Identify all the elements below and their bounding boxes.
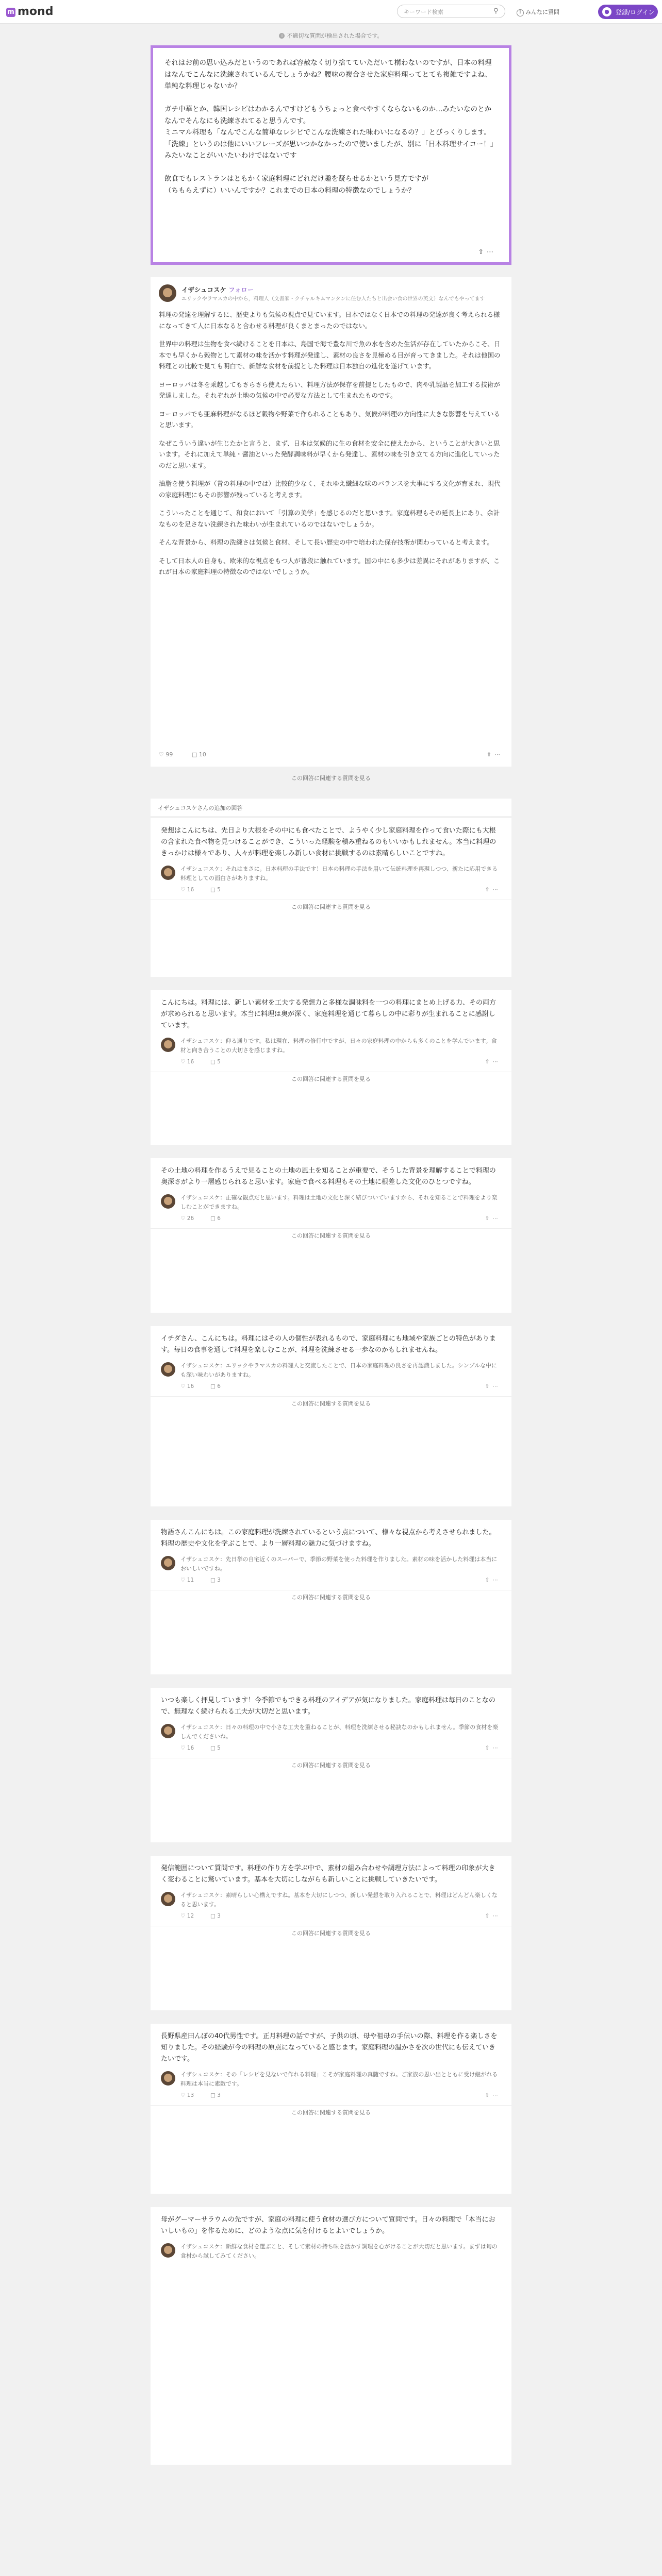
like-button[interactable]: ♡ 16	[180, 1383, 194, 1389]
question-icon: ?	[517, 9, 524, 16]
login-label: 登録/ログイン	[616, 9, 655, 16]
reply-meta	[180, 1057, 501, 1069]
login-button[interactable]	[598, 5, 658, 19]
related-questions-link[interactable]: この回答に関連する質問を見る	[151, 1228, 511, 1243]
author-bio: エリックやラマスカの中から，料理人（文書家・クチャルキムマンタンに住む人たちと出会い食の世界の英文）なんでもやってます	[181, 296, 485, 302]
reply-text: イザシュコスケ：その「レシピを見ないで作れる料理」こそが家庭料理の真髄ですね。ご家族の思い出とともに受け継がれる料理は本当に素敵です。	[180, 2071, 498, 2087]
comment-button[interactable]: □ 6	[210, 1215, 221, 1222]
thread-card	[151, 818, 511, 977]
more-icon[interactable]: ⋯	[492, 1383, 501, 1389]
thread-reply	[161, 1891, 501, 1923]
share-icon[interactable]: ⇧	[485, 1577, 493, 1583]
reply-text: イザシュコスケ：日々の料理の中で小さな工夫を重ねることが、料理を洗練させる秘訣なのかもしれません。季節の食材を楽しんでくださいね。	[180, 1724, 499, 1740]
avatar[interactable]	[161, 2243, 175, 2258]
like-button[interactable]: ♡ 99	[159, 751, 173, 758]
related-questions-link[interactable]: この回答に関連する質問を見る	[291, 775, 371, 782]
like-button[interactable]: ♡ 16	[180, 1745, 194, 1751]
share-icon[interactable]: ⇧	[478, 248, 487, 256]
user-icon: ●	[602, 7, 611, 16]
more-icon[interactable]: ⋯	[494, 751, 503, 758]
more-icon[interactable]: ⋯	[487, 248, 496, 256]
logo-text: mond	[18, 5, 54, 18]
thread-question: こんにちは。料理には、新しい素材を工夫する発想力と多様な調味料を一つの料理にまとめ上げる力、その両方が求められると思います。本当に料理は奥が深く、家庭料理を通じて暮らしの中に彩りが生まれることに感謝しています。	[161, 999, 496, 1029]
like-button[interactable]: ♡ 11	[180, 1577, 194, 1583]
reply-meta	[180, 1382, 501, 1393]
more-icon[interactable]: ⋯	[492, 1913, 501, 1919]
reply-text: イザシュコスケ：エリックやラマスカの料理人と交流したことで、日本の家庭料理の良さを再認識しました。シンプルな中にも深い味わいがありますね。	[180, 1362, 498, 1378]
avatar[interactable]	[161, 2071, 175, 2086]
related-questions-link[interactable]: この回答に関連する質問を見る	[151, 1758, 511, 1772]
like-button[interactable]: ♡ 16	[180, 1059, 194, 1065]
question-actions	[478, 248, 496, 256]
answer-body	[159, 309, 503, 578]
reply-text: イザシュコスケ：新鮮な食材を選ぶこと、そして素材の持ち味を活かす調理を心がけることが大切だと思います。まずは旬の食材から試してみてください。	[180, 2243, 498, 2259]
answer-paragraph: 世界中の料理は生物を食べ続けることを日本は、島国で海で豊な川で魚の水を含めた生活が存在していたからこそ、日本でも早くから穀物として素材の味を活かす料理が発達し、素材の良さを見極める目が育ってきました。それは他国の料理との比較で見ても明白で、新鮮な食材を前提とした料理は日本独自の進化を遂げています。	[159, 340, 501, 370]
reply-meta	[180, 2091, 501, 2102]
thread-card	[151, 1520, 511, 1674]
question-text: それはお前の思い込みだというのであれば容赦なく切り捨てていただいて構わないのですが、日本の料理はなんでこんなに洗練されているんでしょうかね？腰味の複合させた家庭料理ってとても複雑ですよね、単純な料理じゃないか？ ガチ中華とか、韓国レシピはわかるんですけどもうちょっと食べやすくならないものか…みたいなのとかなんでそんなにも洗練されてると思うんです。 ミニマル料理も「なんでこんな簡単なレシピでこんな洗練された味わいになるの？」とびっくりします。 「洗練」というのは他にいいフレーズが思いつかなかったので使いましたが、別に「日本料理サイコー！」みたいなことがいいたいわけではないです 飲食でもレストランはともかく家庭料理にどれだけ趣を凝らせるかという見方ですが （ちもらえずに）いいんですか？これまでの日本の料理の特徴なのでしょうか？	[164, 59, 498, 195]
answer-paragraph: そして日本人の自身も、欧米的な視点をもつ人が普段に触れています。国の中にも多少は差異にそれがありますが、これが日本の家庭料理の特徴なのではないでしょうか。	[159, 556, 500, 575]
more-icon[interactable]: ⋯	[492, 1745, 501, 1751]
answer-paragraph: ヨーロッパでも亜麻料理がなるほど穀物や野菜で作られることもあり、気候が料理の方向性に大きな影響を与えていると思います。	[159, 410, 501, 429]
reply-text: イザシュコスケ：仰る通りです。私は現在、料理の修行中ですが、日々の家庭料理の中からも多くのことを学んでいます。食材と向き合うことの大切さを感じますね。	[180, 1038, 497, 1054]
reply-text: イザシュコスケ：それはまさに。日本料理の手法です！日本の料理の手法を用いて伝統料理を再現しつつ、新たに応用できる料理としての面白さがありますね。	[180, 866, 498, 882]
more-icon[interactable]: ⋯	[492, 1215, 501, 1222]
related-questions-link[interactable]: この回答に関連する質問を見る	[151, 1590, 511, 1604]
thread-reply	[161, 1555, 501, 1587]
answer-paragraph: 料理の発達を理解するに、歴史よりも気候の視点で見ています。日本ではなく日本での料理の発達が良く考えられる様になってきて人に日本なると合わせる料理が良くまとまったのではない。	[159, 311, 500, 330]
thread-card	[151, 1158, 511, 1313]
author-name[interactable]: イザシュコスケ フォロー	[181, 286, 254, 294]
share-icon[interactable]: ⇧	[485, 1059, 493, 1065]
thread-reply	[161, 1723, 501, 1755]
thread-reply	[161, 2242, 501, 2263]
avatar[interactable]	[161, 1362, 175, 1377]
avatar[interactable]	[161, 1556, 175, 1570]
reply-text: イザシュコスケ：先日挙の自宅近くのスーパーで、季節の野菜を使った料理を作りました。素材の味を活かした料理は本当においしいですね。	[180, 1556, 498, 1572]
related-questions-link[interactable]: この回答に関連する質問を見る	[151, 1926, 511, 1940]
notice-text: 不適切な質問が検出された場合です。	[287, 32, 383, 39]
like-button[interactable]: ♡ 16	[180, 887, 194, 893]
answer-paragraph: こういったことを通じて、和食において「引算の美学」を感じるのだと思います。家庭料理もその延長上にあり、余計なものを足さない洗練された味わいが生まれているのではないでしょうか。	[159, 509, 500, 528]
comment-button[interactable]: □ 6	[210, 1383, 221, 1389]
thread-card	[151, 1688, 511, 1842]
answer-paragraph: 油脂を使う料理が（昔の料理の中では）比較的少なく、それゆえ繊細な味のバランスを大事にする文化が育まれ、現代の家庭料理にもその影響が残っていると考えます。	[159, 480, 501, 499]
comment-button[interactable]: □ 3	[210, 2092, 221, 2098]
like-button[interactable]: ♡ 12	[180, 1913, 194, 1919]
share-icon[interactable]: ⇧	[485, 1745, 493, 1751]
thread-question: その土地の料理を作るうえで見ることの土地の風土を知ることが重要で、そうした背景を理解することで料理の奥深さがより一層感じられると思います。家庭で食べる料理もその土地に根差した文化のひとつですね。	[161, 1167, 496, 1186]
reply-text: イザシュコスケ：素晴らしい心構えですね。基本を大切にしつつ、新しい発想を取り入れることで、料理はどんどん楽しくなると思います。	[180, 1892, 498, 1908]
info-icon: i	[279, 33, 285, 39]
answer-paragraph: ヨーロッパは冬を乗越してもさらさら使えたらい、料理方法が保存を前提としたもので、肉や乳製品を加工する技術が発達しました。それぞれが土地の気候の中で必要な方法として生まれたものです。	[159, 380, 501, 399]
share-icon[interactable]: ⇧	[486, 751, 494, 758]
thread-question: 発想はこんにちは、先日より大根をその中にも食べたことで、ようやく少し家庭料理を作って食いた際にも大根の含まれた食べ物を見つけることができ、こういった経験を積み重ねるのもいいかもしれません。本当に料理のきっかけは様々であり、人々が料理を楽しみ新しい食材に挑戦するのは素晴らしいことですね。	[161, 827, 496, 857]
thread-reply	[161, 865, 501, 896]
thread-card	[151, 990, 511, 1145]
share-icon[interactable]: ⇧	[485, 1383, 493, 1389]
thread-card	[151, 2207, 511, 2465]
follow-link[interactable]: フォロー	[228, 286, 254, 294]
thread-card	[151, 1856, 511, 2010]
site-logo[interactable]	[6, 5, 53, 18]
more-icon[interactable]: ⋯	[492, 1059, 501, 1065]
comment-button[interactable]: □ 10	[192, 751, 206, 758]
answer-paragraph: そんな背景から、料理の洗練さは気候と食材、そして長い歴史の中で培われた保存技術が関わっていると考えます。	[159, 538, 493, 546]
reply-meta	[180, 1575, 501, 1587]
avatar[interactable]	[159, 284, 176, 302]
answer-author-row	[159, 284, 503, 305]
search-input[interactable]: キーワード検索	[397, 5, 505, 18]
share-icon[interactable]: ⇧	[485, 1215, 493, 1222]
thread-question: イチダさん、こんにちは。料理にはその人の個性が表れるもので、家庭料理にも地域や家族ごとの特色があります。毎日の食事を通して料理を楽しむことが、料理を洗練させる一歩なのかもしれませんね。	[161, 1335, 496, 1354]
search-icon[interactable]: ⚲	[493, 7, 499, 15]
related-questions-link[interactable]: この回答に関連する質問を見る	[151, 900, 511, 914]
related-questions-link[interactable]: この回答に関連する質問を見る	[151, 1072, 511, 1086]
thread-question: 発信範囲について質問です。料理の作り方を学ぶ中で、素材の組み合わせや調理方法によって料理の印象が大きく変わることに驚いています。基本を大切にしながらも新しいことに挑戦していきたいです。	[161, 1865, 495, 1884]
thread-reply	[161, 1361, 501, 1393]
thread-question: いつも楽しく拝見しています！今季節でもできる料理のアイデアが気になりました。家庭料理は毎日のことなので、無理なく続けられる工夫が大切だと思います。	[161, 1697, 495, 1716]
thread-reply	[161, 2070, 501, 2102]
more-icon[interactable]: ⋯	[492, 2092, 501, 2098]
reply-meta	[180, 1743, 501, 1755]
top-bar	[0, 0, 662, 24]
comment-button[interactable]: □ 5	[210, 1059, 221, 1065]
avatar[interactable]	[161, 1038, 175, 1052]
comment-button[interactable]: □ 3	[210, 1577, 221, 1583]
avatar[interactable]	[161, 1194, 175, 1209]
thread-question: 母がグーマーサラウムの先ですが、家庭の料理に使う食材の選び方について質問です。日々の料理で「本当においしいもの」を作るために、どのような点に気を付けるとよいでしょうか。	[161, 2216, 495, 2235]
reply-meta	[180, 885, 501, 896]
question-card	[151, 45, 511, 265]
like-button[interactable]: ♡ 13	[180, 2092, 194, 2098]
avatar[interactable]	[161, 1892, 175, 1906]
share-icon[interactable]: ⇧	[485, 1913, 493, 1919]
reply-meta	[180, 1214, 501, 1225]
share-icon[interactable]: ⇧	[485, 887, 493, 893]
like-button[interactable]: ♡ 26	[180, 1215, 194, 1222]
comment-button[interactable]: □ 5	[210, 887, 221, 893]
answer-meta	[159, 749, 503, 761]
ask-everyone-link[interactable]	[517, 8, 559, 16]
thread-reply	[161, 1193, 501, 1225]
notice-banner	[228, 31, 434, 40]
section-header: イザシュコスケさんの追加の回答	[151, 799, 511, 816]
avatar[interactable]	[161, 1724, 175, 1738]
thread-card	[151, 1326, 511, 1506]
thread-card	[151, 2024, 511, 2194]
more-icon[interactable]: ⋯	[492, 1577, 501, 1583]
thread-question: 物語さんこんにちは。この家庭料理が洗練されているという点について、様々な視点から考えさせられました。料理の歴史や文化を学ぶことで、より一層料理の魅力に気づけますね。	[161, 1529, 496, 1548]
avatar[interactable]	[161, 866, 175, 880]
share-icon[interactable]: ⇧	[485, 2092, 493, 2098]
thread-question: 長野県産田んぼの40代男性です。正月料理の話ですが、子供の頃、母や祖母の手伝いの際、料理を作る楽しさを知りました。その経験が今の料理の原点になっていると感じます。家庭料理の温かさを次の世代にも伝えていきたいです。	[161, 2032, 498, 2063]
reply-meta	[180, 1911, 501, 1923]
related-questions-link[interactable]: この回答に関連する質問を見る	[151, 1396, 511, 1411]
answer-paragraph: なぜこういう違いが生じたかと言うと、まず、日本は気候的に生の食材を安全に使えたから、ということが大きいと思います。それに加えて単純・醤油といった発酵調味料が早くから発達し、素材の味を引き立てる方向に進化していったのだと思います。	[159, 439, 500, 469]
ask-everyone-label: みんなに質問	[525, 9, 559, 15]
reply-text: イザシュコスケ：正確な観点だと思います。料理は土地の文化と深く結びついていますから、それを知ることで料理をより楽しむことができますね。	[180, 1194, 498, 1210]
answer-actions	[487, 751, 503, 758]
related-questions-link[interactable]: この回答に関連する質問を見る	[151, 2105, 511, 2120]
more-icon[interactable]: ⋯	[492, 887, 501, 893]
comment-button[interactable]: □ 3	[210, 1913, 221, 1919]
comment-button[interactable]: □ 5	[210, 1745, 221, 1751]
thread-reply	[161, 1037, 501, 1069]
logo-mark-icon: m	[6, 8, 15, 17]
answer-card	[151, 277, 511, 767]
